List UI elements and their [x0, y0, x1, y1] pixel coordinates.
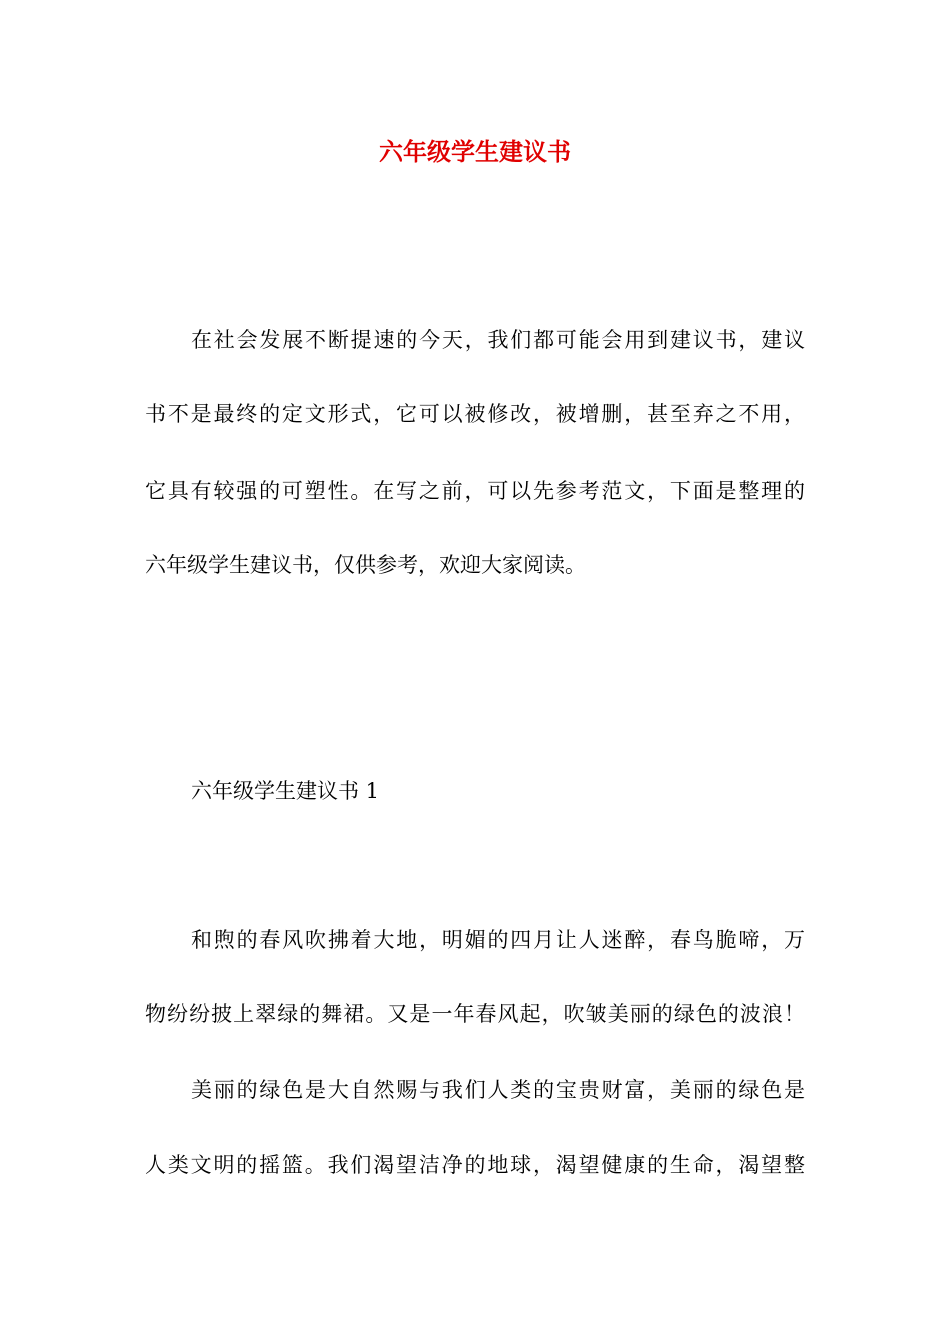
body-line-1: 和煦的春风吹拂着大地，明媚的四月让人迷醉，春鸟脆啼，万	[191, 928, 805, 952]
intro-line-4: 六年级学生建议书，仅供参考，欢迎大家阅读。	[145, 553, 586, 577]
intro-line-2: 书不是最终的定文形式，它可以被修改，被增删，甚至弃之不用，	[145, 402, 805, 426]
body-line-3: 美丽的绿色是大自然赐与我们人类的宝贵财富，美丽的绿色是	[191, 1078, 805, 1102]
section-heading: 六年级学生建议书 1	[191, 779, 380, 803]
body-line-4: 人类文明的摇篮。我们渴望洁净的地球，渴望健康的生命，渴望整	[145, 1153, 805, 1177]
intro-line-3: 它具有较强的可塑性。在写之前，可以先参考范文，下面是整理的	[145, 479, 805, 503]
body-line-2: 物纷纷披上翠绿的舞裙。又是一年春风起，吹皱美丽的绿色的波浪！	[145, 1002, 805, 1026]
intro-line-1: 在社会发展不断提速的今天，我们都可能会用到建议书，建议	[191, 328, 805, 352]
document-title: 六年级学生建议书	[379, 137, 571, 166]
